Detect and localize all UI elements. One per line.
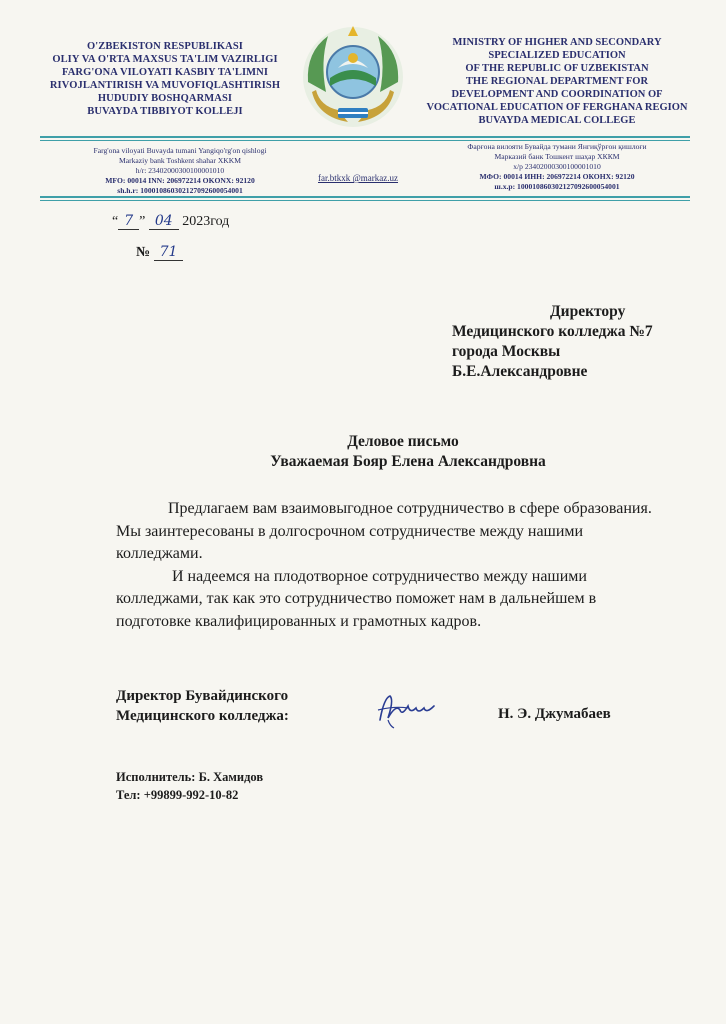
header-right-line: THE REGIONAL DEPARTMENT FOR xyxy=(465,76,649,87)
header-right-line: DEVELOPMENT AND COORDINATION OF xyxy=(451,89,663,100)
recipient-block xyxy=(452,302,692,382)
header-divider-top xyxy=(40,136,690,138)
date-month: 04 xyxy=(149,213,179,230)
bank-info-line: Марказий банк Тошкент шаҳар ХККМ xyxy=(494,152,620,161)
salutation: Уважаемая Бояр Елена Александровна xyxy=(270,453,546,470)
bank-info-latin xyxy=(60,146,300,196)
date-quote: ” xyxy=(139,214,146,229)
signature-icon xyxy=(374,690,444,730)
header-left-line: HUDUDIY BOSHQARMASI xyxy=(97,93,233,104)
recipient-line: Директору xyxy=(550,303,626,320)
recipient-line: Б.Е.Александровне xyxy=(452,363,588,380)
header-divider-bottom-thin xyxy=(40,200,690,201)
bank-info-line: MFO: 00014 INN: 206972214 OKONX: 92120 xyxy=(105,176,255,185)
header-left-line: FARG'ONA VILOYATI KASBIY TA'LIMNI xyxy=(61,67,269,78)
header-right-line: OF THE REPUBLIC OF UZBEKISTAN xyxy=(465,63,649,74)
signer-title-line: Медицинского колледжа: xyxy=(116,708,289,724)
header-left-line: OLIY VA O'RTA MAXSUS TA'LIM VAZIRLIGI xyxy=(52,54,278,65)
body-paragraph: И надеемся на плодотворное сотрудничество между нашими колледжами, так как это сотрудничество поможет нам в дальнейшем в подготовке квалифицированных и грамотных кадров. xyxy=(116,567,597,630)
bank-info-cyrillic xyxy=(432,142,682,192)
recipient-line: Медицинского колледжа №7 xyxy=(452,323,653,340)
date-year: 2023год xyxy=(182,214,230,229)
signer-title xyxy=(116,686,289,726)
bank-info-line: х/р 23402000300100001010 xyxy=(513,162,601,171)
bank-info-line: МФО: 00014 ИНН: 206972214 ОКОНХ: 92120 xyxy=(479,172,635,181)
date-quote: “ xyxy=(112,214,119,229)
header-right-line: VOCATIONAL EDUCATION OF FERGHANA REGION xyxy=(426,102,688,113)
header-right-line: BUVAYDA MEDICAL COLLEGE xyxy=(478,115,636,126)
header-left-line: O'ZBEKISTON RESPUBLIKASI xyxy=(87,41,243,52)
letter-subject xyxy=(0,432,726,472)
header-right-line: MINISTRY OF HIGHER AND SECONDARY xyxy=(452,37,662,48)
recipient-line: города Москвы xyxy=(452,343,561,360)
executor-block xyxy=(116,768,263,804)
header-left-line: RIVOJLANTIRISH VA MUVOFIQLASHTIRISH xyxy=(49,80,281,91)
signer-title-line: Директор Бувайдинского xyxy=(116,688,289,704)
header-left-line: BUVAYDA TIBBIYOT KOLLEJI xyxy=(87,106,243,117)
bank-info-line: Farg'ona viloyati Buvayda tumani Yangiqo'rg'on qishlogi xyxy=(93,146,267,155)
bank-info-line: Markaziy bank Toshkent shahar XKKM xyxy=(118,156,242,165)
bank-info-line: sh.h.r: 100010860302127092600054001 xyxy=(117,186,243,195)
header-divider-bottom xyxy=(40,196,690,198)
header-english-block xyxy=(412,36,702,127)
date-day: 7 xyxy=(118,213,139,230)
header-right-line: SPECIALIZED EDUCATION xyxy=(488,50,626,61)
letter-number xyxy=(136,244,183,261)
letter-date xyxy=(112,213,229,230)
executor-name: Исполнитель: Б. Хамидов xyxy=(116,770,264,784)
subject-title: Деловое письмо xyxy=(347,433,459,450)
header-divider-top-thin xyxy=(40,140,690,141)
body-paragraph: Предлагаем вам взаимовыгодное сотрудничество в сфере образования. Мы заинтересованы в долгосрочном сотрудничестве между нашими колледжами. xyxy=(116,500,652,562)
signer-name: Н. Э. Джумабаев xyxy=(498,706,611,722)
header-uzbek-block xyxy=(40,40,290,118)
bank-info-line: Фарғона вилояти Бувайда тумани Янгиқўрғон қишлоғи xyxy=(467,142,647,151)
letter-body xyxy=(116,498,671,633)
state-emblem-icon xyxy=(298,22,408,132)
bank-info-line: ш.х.р: 100010860302127092600054001 xyxy=(494,182,620,191)
bank-info-line: h/r: 23402000300100001010 xyxy=(135,166,225,175)
number-label: № xyxy=(136,245,151,260)
executor-phone: Тел: +99899-992-10-82 xyxy=(116,788,239,802)
number-value: 71 xyxy=(154,244,184,261)
college-email-link[interactable]: far.btkxk @markaz.uz xyxy=(318,173,399,183)
